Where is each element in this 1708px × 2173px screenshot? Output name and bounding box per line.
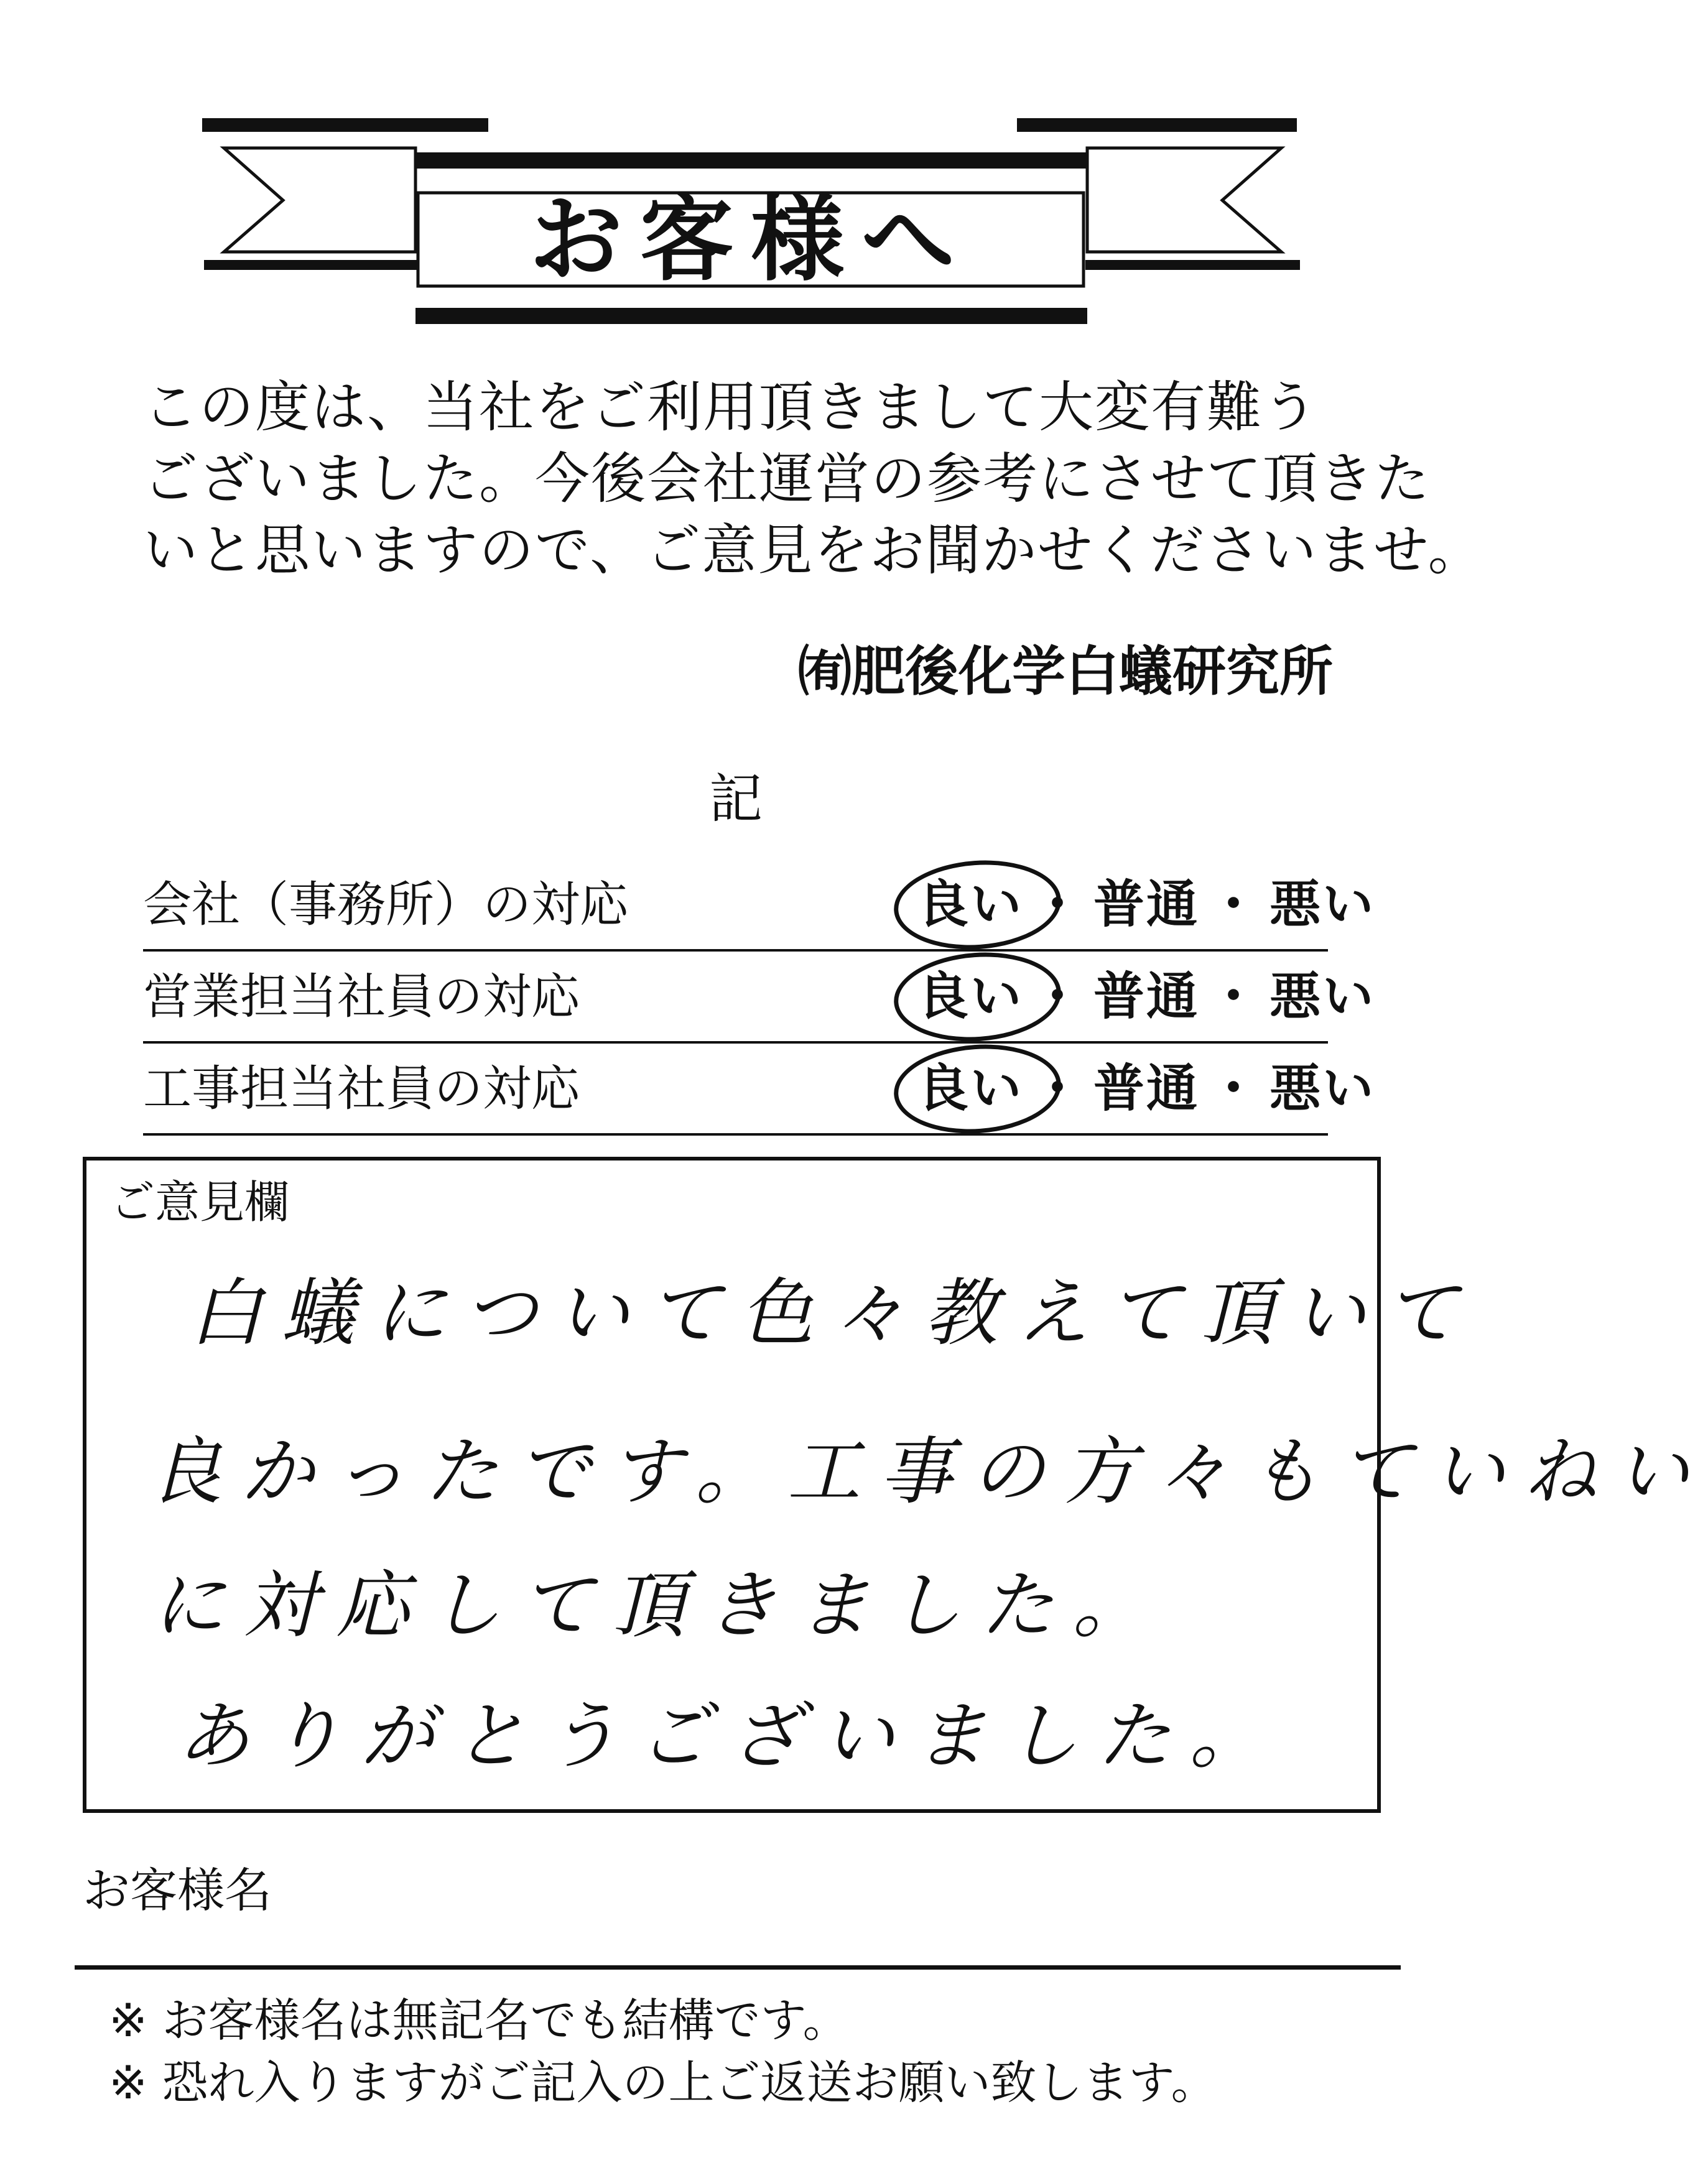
comment-box[interactable]	[83, 1157, 1708, 1813]
rating-row	[143, 952, 1376, 1044]
rating-label: 会社（事務所）の対応	[143, 877, 629, 933]
rating-option[interactable]: 悪い	[1269, 1059, 1376, 1118]
footer-note: ※ お客様名は無記名でも結構です。	[109, 1994, 849, 2047]
comment-handwritten-line: 良かったです。工事の方々もていねい	[149, 1429, 1708, 1514]
ki-heading: 記	[709, 768, 763, 830]
rating-row	[143, 859, 1376, 952]
rating-option[interactable]: 普通	[1093, 875, 1200, 934]
option-separator: ・	[1032, 1059, 1085, 1118]
company-name: ㈲肥後化学白蟻研究所	[798, 641, 1333, 703]
footer-note: ※ 恐れ入りますがご記入の上ご返送お願い致します。	[109, 2056, 1217, 2110]
rating-row	[143, 1044, 1376, 1136]
rating-label: 工事担当社員の対応	[143, 1061, 580, 1117]
page-title: お客様へ	[529, 185, 972, 294]
comment-label: ご意見欄	[110, 1176, 290, 1228]
rating-option[interactable]: 良い	[917, 1059, 1024, 1118]
rating-option[interactable]: 普通	[1093, 1059, 1200, 1118]
rating-option[interactable]: 良い	[917, 967, 1024, 1026]
option-separator: ・	[1208, 967, 1261, 1026]
customer-name-field[interactable]	[75, 1965, 1401, 1970]
option-separator: ・	[1032, 967, 1085, 1026]
rating-options	[917, 1061, 1375, 1117]
row-divider	[143, 1133, 1328, 1136]
customer-name-label: お客様名	[83, 1863, 272, 1918]
option-separator: ・	[1032, 875, 1085, 934]
comment-handwritten-line: に対応して頂きました。	[152, 1562, 1165, 1648]
greeting-line-1: この度は、当社をご利用頂きまして大変有難う	[143, 375, 1319, 439]
comment-handwritten-line: 白蟻について色々教えて頂いて	[189, 1270, 1477, 1356]
option-separator: ・	[1208, 1059, 1261, 1118]
rating-options	[917, 877, 1375, 933]
rating-label: 営業担当社員の対応	[143, 969, 580, 1025]
comment-handwritten-line: ありがとうございました。	[177, 1693, 1282, 1779]
greeting-line-3: いと思いますので、ご意見をお聞かせくださいませ。	[143, 518, 1484, 582]
rating-option[interactable]: 悪い	[1269, 967, 1376, 1026]
rating-options	[917, 969, 1375, 1025]
option-separator: ・	[1208, 875, 1261, 934]
rating-option[interactable]: 悪い	[1269, 875, 1376, 934]
banner-ribbon	[0, 0, 1460, 348]
title-banner	[0, 0, 1460, 348]
rating-option[interactable]: 良い	[917, 875, 1024, 934]
rating-option[interactable]: 普通	[1093, 967, 1200, 1026]
greeting-line-2: ございました。今後会社運営の参考にさせて頂きた	[143, 447, 1431, 511]
